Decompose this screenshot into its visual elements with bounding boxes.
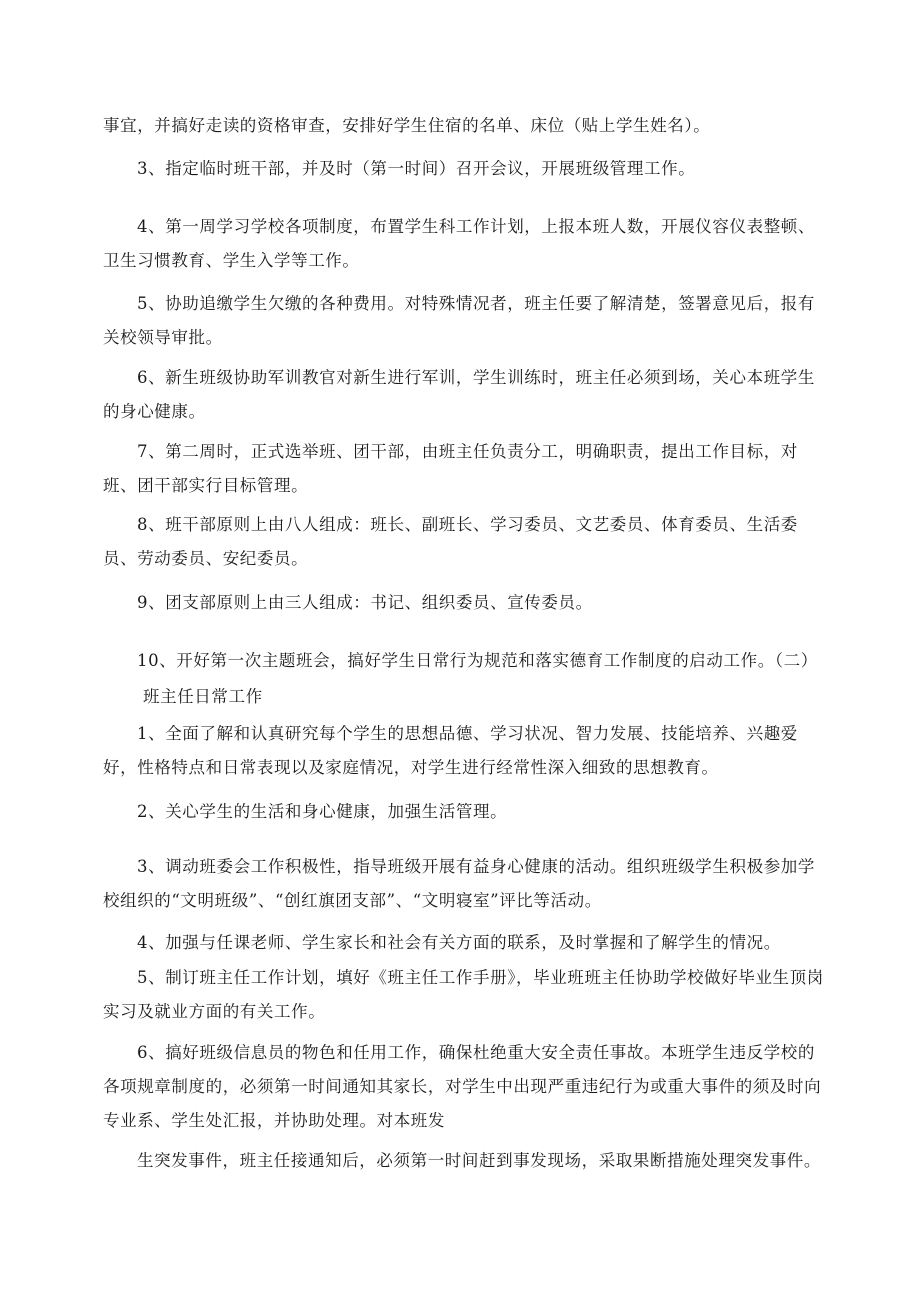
paragraph-daily-6: 6、搞好班级信息员的物色和任用工作，确保杜绝重大安全责任事故。本班学生违反学校的各项规章制度的，必须第一时间通知其家长，对学生中出现严重违纪行为或重大事件的须及时向专业系、学生处汇报，并协助处理。对本班发: [103, 1043, 822, 1130]
paragraph-item-9: 9、团支部原则上由三人组成：书记、组织委员、宣传委员。: [137, 593, 593, 612]
paragraph-daily-1: 1、全面了解和认真研究每个学生的思想品德、学习状况、智力发展、技能培养、兴趣爱好，性格特点和日常表现以及家庭情况，对学生进行经常性深入细致的思想教育。: [103, 724, 798, 777]
paragraph-daily-4: 4、加强与任课老师、学生家长和社会有关方面的联系，及时掌握和了解学生的情况。: [137, 933, 781, 952]
paragraph-item-8: 8、班干部原则上由八人组成：班长、副班长、学习委员、文艺委员、体育委员、生活委员、劳动委员、安纪委员。: [103, 515, 798, 568]
paragraph-daily-3: 3、调动班委会工作积极性，指导班级开展有益身心健康的活动。组织班级学生积极参加学校组织的“文明班级”、“创红旗团支部”、“文明寝室”评比等活动。: [103, 857, 815, 910]
section-heading: 班主任日常工作: [143, 687, 263, 706]
paragraph-item-3: 3、指定临时班干部，并及时（第一时间）召开会议，开展班级管理工作。: [137, 159, 696, 178]
paragraph-item-10: 10、开好第一次主题班会，搞好学生日常行为规范和落实德育工作制度的启动工作。（二）: [137, 651, 818, 670]
paragraph-continuation: 事宜，并搞好走读的资格审查，安排好学生住宿的名单、床位（贴上学生姓名）。: [103, 116, 711, 135]
paragraph-daily-5: 5、制订班主任工作计划，填好《班主任工作手册》，毕业班班主任协助学校做好毕业生顶岗实习及就业方面的有关工作。: [103, 968, 824, 1021]
paragraph-daily-2: 2、关心学生的生活和身心健康，加强生活管理。: [137, 802, 508, 821]
paragraph-daily-6-continued: 生突发事件，班主任接通知后，必须第一时间赶到事发现场，采取果断措施处理突发事件。: [137, 1151, 821, 1170]
paragraph-item-4: 4、第一周学习学校各项制度，布置学生科工作计划，上报本班人数，开展仪容仪表整顿、卫生习惯教育、学生入学等工作。: [103, 217, 815, 270]
paragraph-item-5: 5、协助追缴学生欠缴的各种费用。对特殊情况者，班主任要了解清楚，签署意见后，报有关校领导审批。: [103, 294, 815, 347]
paragraph-item-7: 7、第二周时，正式选举班、团干部，由班主任负责分工，明确职责，提出工作目标，对班、团干部实行目标管理。: [103, 442, 798, 495]
paragraph-item-6: 6、新生班级协助军训教官对新生进行军训，学生训练时，班主任必须到场，关心本班学生的身心健康。: [103, 368, 815, 421]
